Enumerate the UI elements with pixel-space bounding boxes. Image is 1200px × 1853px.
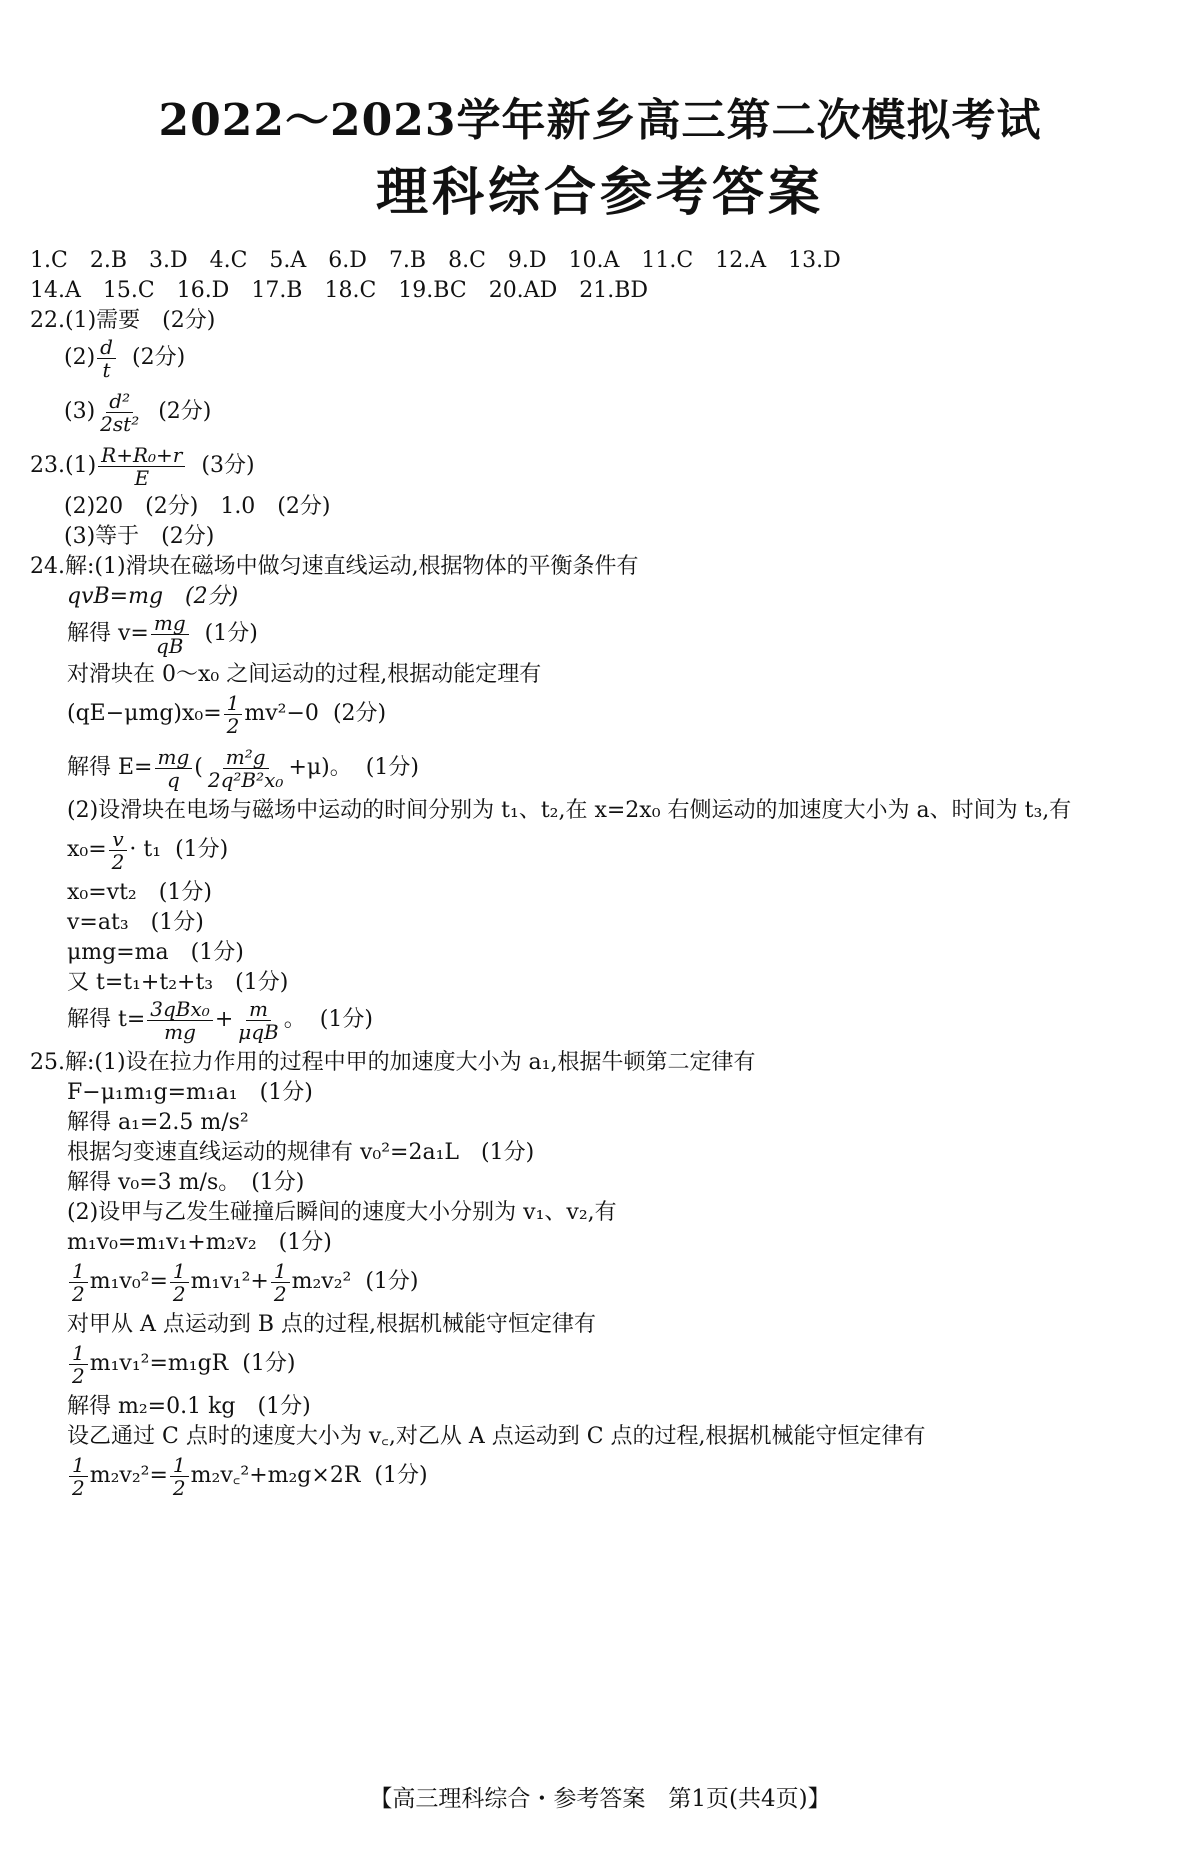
- q22-part1: 22.(1)需要 (2分): [30, 308, 216, 333]
- q25-line: 设乙通过 C 点时的速度大小为 v꜀,对乙从 A 点运动到 C 点的过程,根据机械能守恒定律有: [67, 1424, 926, 1449]
- q25-line: 解得 a₁=2.5 m/s²: [67, 1110, 249, 1135]
- fraction: $\frac{\text{3qBx₀}}{mg}$: [147, 998, 213, 1043]
- multiple-choice-row-2: 14.A 15.C 16.D 17.B 18.C 19.BC 20.AD 21.BD: [30, 278, 648, 303]
- fraction: $\frac{1}{2}$: [69, 1260, 88, 1305]
- fraction: $\frac{mg}{q}$: [155, 746, 193, 791]
- page-footer: 【高三理科综合・参考答案 第1页(共4页)】: [369, 1786, 831, 1812]
- q25-line: 解得 v₀=3 m/s。 (1分): [67, 1170, 305, 1195]
- q25-line: $\frac{1}{2}$ m₁v₁²=m₁gR (1分): [67, 1338, 295, 1390]
- q23-part3: (3)等于 (2分): [64, 524, 215, 549]
- q22-part2: (2) $\frac{d}{t}$ (2分): [64, 334, 186, 382]
- q25-line: $\frac{1}{2}$ m₂v₂²= $\frac{1}{2}$ m₂v꜀²+m₂g×2R (1分): [67, 1450, 428, 1502]
- q24-line: qvB=mg (2分): [67, 584, 239, 609]
- q24-line: v=at₃ (1分): [67, 910, 204, 935]
- q25-line: m₁v₀=m₁v₁+m₂v₂ (1分): [67, 1230, 332, 1255]
- fraction: $\frac{1}{2}$: [69, 1454, 88, 1499]
- q24-line: 解得 v= $\frac{mg}{qB}$ (1分): [67, 610, 258, 658]
- q25-line: 25.解:(1)设在拉力作用的过程中甲的加速度大小为 a₁,根据牛顿第二定律有: [30, 1050, 756, 1075]
- q24-line: (qE−μmg)x₀= $\frac{1}{2}$ mv²−0 (2分): [67, 690, 387, 738]
- q25-line: F−μ₁m₁g=m₁a₁ (1分): [67, 1080, 313, 1105]
- fraction: $\frac{v}{2}$: [109, 828, 128, 873]
- fraction: $\frac{m}{\text{μqB}}$: [238, 996, 279, 1044]
- q25-line: 对甲从 A 点运动到 B 点的过程,根据机械能守恒定律有: [67, 1312, 597, 1337]
- answer-title: 理科综合参考答案: [375, 162, 824, 223]
- q23-part1: 23.(1) $\frac{\text{R+R₀+r}}{E}$ (3分): [30, 442, 255, 490]
- q24-line: μmg=ma (1分): [67, 940, 244, 965]
- q22-part3: (3) $\frac{\text{d²}}{\text{2st²}}$ (2分): [64, 388, 212, 436]
- fraction: $\frac{\text{m²g}}{\text{2q²B²x₀}}$: [207, 744, 284, 792]
- fraction: $\frac{1}{2}$: [271, 1260, 290, 1305]
- fraction: $\frac{1}{2}$: [69, 1342, 88, 1387]
- fraction: $\frac{1}{2}$: [170, 1260, 189, 1305]
- fraction: $\frac{\text{d²}}{\text{2st²}}$: [100, 388, 140, 436]
- q24-line: (2)设滑块在电场与磁场中运动的时间分别为 t₁、t₂,在 x=2x₀ 右侧运动的加速度大小为 a、时间为 t₃,有: [67, 798, 1072, 823]
- exam-title: 2022～2023学年新乡高三第二次模拟考试: [158, 95, 1042, 146]
- q25-line: (2)设甲与乙发生碰撞后瞬间的速度大小分别为 v₁、v₂,有: [67, 1200, 617, 1225]
- q23-part2: (2)20 (2分) 1.0 (2分): [64, 494, 331, 519]
- q25-line: 根据匀变速直线运动的规律有 v₀²=2a₁L (1分): [67, 1140, 535, 1165]
- fraction: $\frac{mg}{qB}$: [151, 612, 189, 657]
- q24-line: 对滑块在 0～x₀ 之间运动的过程,根据动能定理有: [67, 662, 542, 687]
- q25-line: 解得 m₂=0.1 kg (1分): [67, 1394, 311, 1419]
- q24-line: 24.解:(1)滑块在磁场中做匀速直线运动,根据物体的平衡条件有: [30, 554, 639, 579]
- q24-line: x₀= $\frac{v}{2}$ · t₁ (1分): [67, 826, 229, 874]
- fraction: $\frac{d}{t}$: [97, 336, 116, 381]
- fraction: $\frac{1}{2}$: [170, 1454, 189, 1499]
- q25-line: $\frac{1}{2}$ m₁v₀²= $\frac{1}{2}$ m₁v₁²+ $\frac{1}{2}$ m₂v₂² (1分): [67, 1256, 419, 1308]
- multiple-choice-row-1: 1.C 2.B 3.D 4.C 5.A 6.D 7.B 8.C 9.D 10.A 11.C 12.A 13.D: [30, 248, 841, 273]
- q24-line: x₀=vt₂ (1分): [67, 880, 212, 905]
- q24-line: 解得 t= $\frac{\text{3qBx₀}}{mg}$ + $\frac{m}{\text{μqB}}$ 。 (1分): [67, 996, 373, 1044]
- q24-line: 解得 E= $\frac{mg}{q}$ ( $\frac{\text{m²g}}{\text{2q²B²x₀}}$ +μ)。 (1分): [67, 744, 419, 792]
- fraction: $\frac{1}{2}$: [224, 692, 243, 737]
- q24-line: 又 t=t₁+t₂+t₃ (1分): [67, 970, 289, 995]
- fraction: $\frac{\text{R+R₀+r}}{E}$: [98, 444, 185, 489]
